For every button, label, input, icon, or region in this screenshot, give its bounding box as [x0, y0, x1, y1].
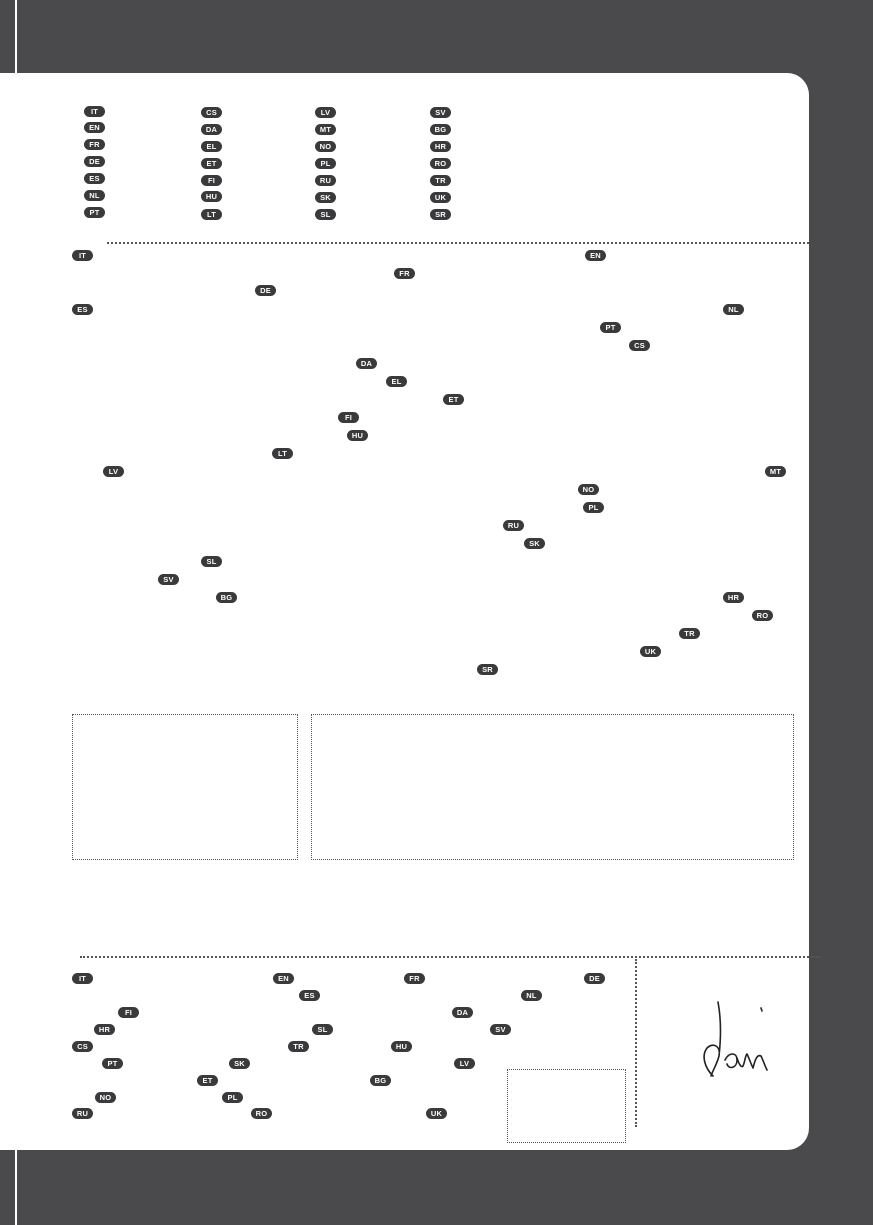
- lang-code: SV: [430, 107, 451, 118]
- lang-code: FR: [394, 268, 415, 279]
- lang-code: NO: [95, 1092, 116, 1103]
- lang-code: TR: [288, 1041, 309, 1052]
- lang-code: SL: [201, 556, 222, 567]
- lang-code: RO: [430, 158, 451, 169]
- crop-mark-top: [15, 0, 17, 73]
- lang-code: LV: [315, 107, 336, 118]
- lang-code: CS: [629, 340, 650, 351]
- lang-code: EN: [84, 122, 105, 133]
- divider-top: [107, 242, 809, 244]
- lang-code: BG: [370, 1075, 391, 1086]
- lang-code: CS: [72, 1041, 93, 1052]
- signature-image: [695, 998, 775, 1088]
- lang-code: UK: [426, 1108, 447, 1119]
- lang-code: HR: [723, 592, 744, 603]
- lang-code: UK: [640, 646, 661, 657]
- lang-code: IT: [72, 250, 93, 261]
- lang-code: NO: [315, 141, 336, 152]
- lang-code: DA: [356, 358, 377, 369]
- lang-code: TR: [679, 628, 700, 639]
- lang-code: TR: [430, 175, 451, 186]
- lang-code: ET: [443, 394, 464, 405]
- lang-code: BG: [430, 124, 451, 135]
- lang-code: FI: [118, 1007, 139, 1018]
- lang-code: PT: [84, 207, 105, 218]
- lang-code: LV: [454, 1058, 475, 1069]
- lang-code: PT: [102, 1058, 123, 1069]
- lang-code: ES: [72, 304, 93, 315]
- lang-code: SR: [477, 664, 498, 675]
- lang-code: ES: [299, 990, 320, 1001]
- lang-code: DE: [584, 973, 605, 984]
- lang-code: EL: [386, 376, 407, 387]
- crop-mark-bottom: [15, 1150, 17, 1225]
- lang-code: NL: [723, 304, 744, 315]
- lang-code: NL: [84, 190, 105, 201]
- lang-code: NO: [578, 484, 599, 495]
- lang-code: DA: [201, 124, 222, 135]
- lang-code: RU: [315, 175, 336, 186]
- lang-code: PL: [315, 158, 336, 169]
- lang-code: SK: [524, 538, 545, 549]
- lang-code: ET: [201, 158, 222, 169]
- lang-code: HU: [347, 430, 368, 441]
- lang-code: SK: [315, 192, 336, 203]
- lang-code: SR: [430, 209, 451, 220]
- lang-code: SK: [229, 1058, 250, 1069]
- lang-code: NL: [521, 990, 542, 1001]
- lang-code: EN: [585, 250, 606, 261]
- lang-code: LT: [201, 209, 222, 220]
- lang-code: HU: [391, 1041, 412, 1052]
- lang-code: PL: [583, 502, 604, 513]
- lang-code: SL: [312, 1024, 333, 1035]
- divider-bottom: [80, 956, 820, 958]
- lang-code: MT: [765, 466, 786, 477]
- lang-code: IT: [84, 106, 105, 117]
- lang-code: LT: [272, 448, 293, 459]
- lang-code: RO: [251, 1108, 272, 1119]
- lang-code: RU: [72, 1108, 93, 1119]
- page-card: [0, 73, 809, 1150]
- stamp-box-right: [311, 714, 794, 860]
- lang-code: PT: [600, 322, 621, 333]
- lang-code: SL: [315, 209, 336, 220]
- lang-code: HU: [201, 191, 222, 202]
- lang-code: EN: [273, 973, 294, 984]
- lang-code: SV: [158, 574, 179, 585]
- date-box: [507, 1069, 626, 1143]
- lang-code: FI: [201, 175, 222, 186]
- lang-code: RO: [752, 610, 773, 621]
- lang-code: ES: [84, 173, 105, 184]
- lang-code: IT: [72, 973, 93, 984]
- lang-code: CS: [201, 107, 222, 118]
- lang-code: LV: [103, 466, 124, 477]
- lang-code: FI: [338, 412, 359, 423]
- lang-code: FR: [404, 973, 425, 984]
- lang-code: DE: [255, 285, 276, 296]
- lang-code: ET: [197, 1075, 218, 1086]
- divider-vertical: [635, 959, 637, 1127]
- lang-code: DE: [84, 156, 105, 167]
- lang-code: DA: [452, 1007, 473, 1018]
- lang-code: UK: [430, 192, 451, 203]
- lang-code: PL: [222, 1092, 243, 1103]
- lang-code: BG: [216, 592, 237, 603]
- lang-code: EL: [201, 141, 222, 152]
- lang-code: RU: [503, 520, 524, 531]
- lang-code: FR: [84, 139, 105, 150]
- lang-code: SV: [490, 1024, 511, 1035]
- lang-code: MT: [315, 124, 336, 135]
- lang-code: HR: [94, 1024, 115, 1035]
- lang-code: HR: [430, 141, 451, 152]
- stamp-box-left: [72, 714, 298, 860]
